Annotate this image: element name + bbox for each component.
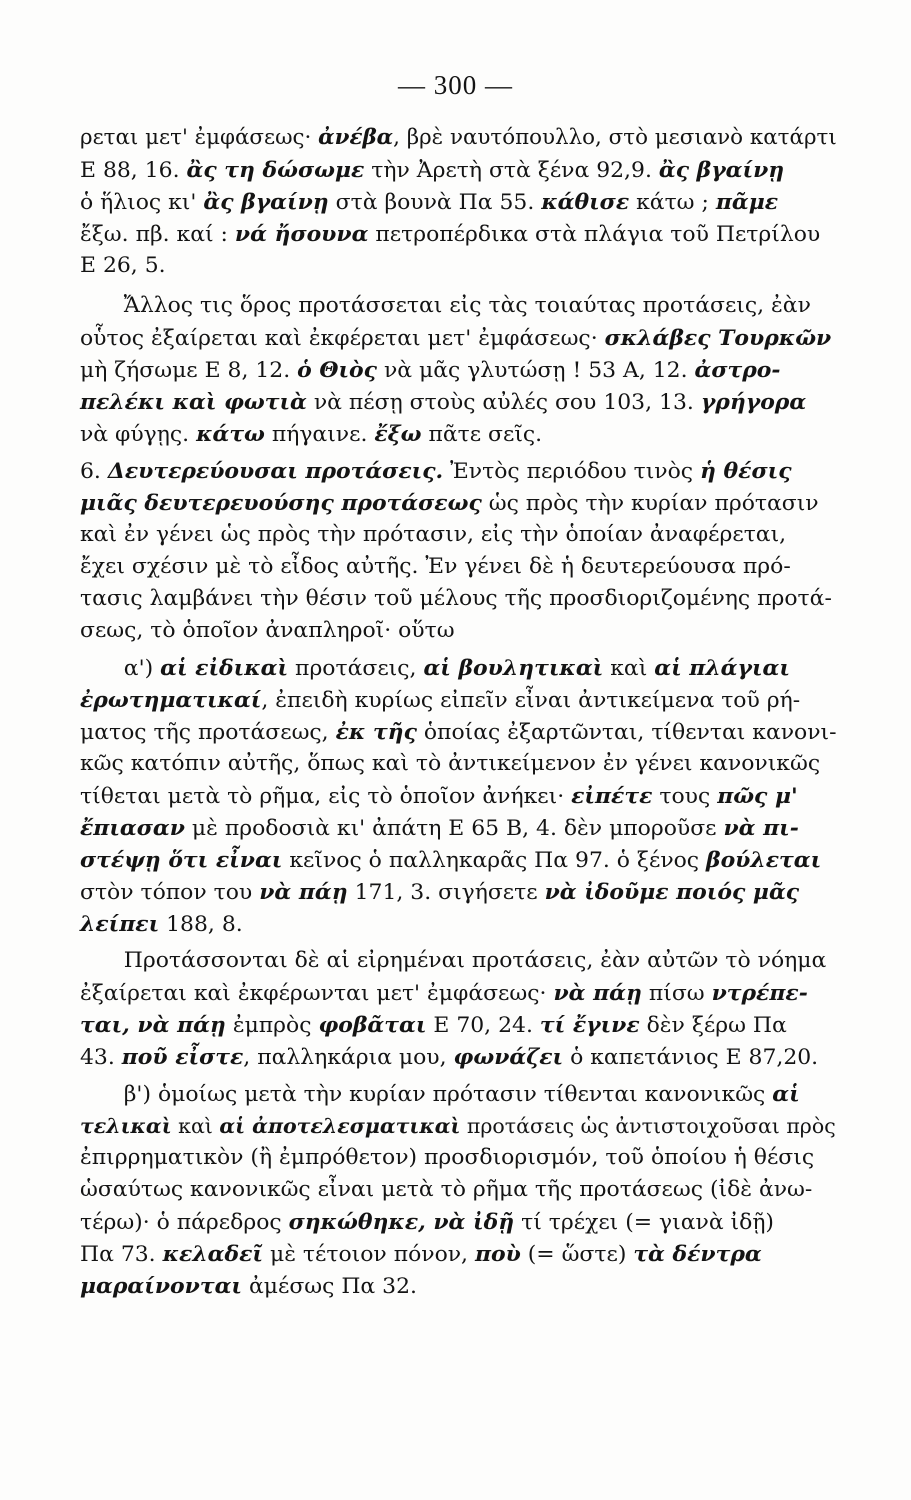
emphasized-phrase: ἂς βγαίνῃ xyxy=(203,189,329,215)
text-run: , ἐπειδὴ κυρίως εἰπεῖν εἶναι ἀντικείμενα τοῦ ρή- xyxy=(261,688,801,713)
text-run: ὁ καπετάνιος Ε 87,20. xyxy=(563,1045,819,1070)
text-line xyxy=(80,218,840,251)
text-run: 188, 8. xyxy=(159,912,243,937)
text-run: στὰ βουνὰ Πα 55. xyxy=(328,190,542,215)
text-run: μὲ προδοσιὰ κι' ἀπάτη Ε 65 Β, 4. δὲν μποροῦσε xyxy=(184,816,724,841)
emphasized-phrase: λείπει xyxy=(80,911,160,937)
emphasized-phrase: ἔξω xyxy=(374,421,422,447)
text-run: ὁ ἥλιος κι' xyxy=(80,190,204,215)
text-line xyxy=(80,250,840,282)
emphasized-phrase: τελικαὶ xyxy=(80,1114,172,1138)
emphasized-phrase: ποῦ εἶστε xyxy=(121,1044,244,1070)
text-run: ἐξαίρεται καὶ ἐκφέρωνται μετ' ἐμφάσεως· xyxy=(80,981,554,1006)
emphasized-phrase: τί ἔγινε xyxy=(539,1012,640,1038)
text-run: προτάσεις ὡς ἀντιστοιχοῦσαι πρὸς xyxy=(460,1114,836,1138)
text-run: , βρὲ ναυτόπουλλο, στὸ μεσιανὸ κατάρτι xyxy=(393,125,837,150)
text-line xyxy=(80,684,840,717)
emphasized-phrase: πᾶμε xyxy=(715,189,779,215)
text-run: ἔχει σχέσιν μὲ τὸ εἶδος αὐτῆς. Ἐν γένει δὲ ἡ δευτερεύουσα πρό- xyxy=(80,554,791,579)
emphasized-phrase: νὰ ἰδοῦμε ποιός μᾶς xyxy=(544,879,800,905)
text-run: κεῖνος ὁ παλληκαρᾶς Πα 97. ὁ ξένος xyxy=(282,848,707,873)
text-run: καὶ xyxy=(603,656,655,681)
text-line xyxy=(80,1206,840,1239)
text-run: Ε 70, 24. xyxy=(426,1013,540,1038)
text-line xyxy=(80,977,840,1010)
text-line xyxy=(80,487,840,520)
text-line xyxy=(80,186,840,219)
text-run: Ἄλλος τις ὅρος προτάσσεται εἰς τὰς τοιαύτας προτάσεις, ἐὰν xyxy=(80,293,811,318)
text-run: 6. xyxy=(80,459,108,484)
text-run: στὸν τόπον του xyxy=(80,880,260,905)
text-run: ρεται μετ' ἐμφάσεως· xyxy=(80,125,319,150)
text-run: α') xyxy=(80,656,161,681)
text-run: β') ὁμοίως μετὰ τὴν κυρίαν πρότασιν τίθενται κανονικῶς xyxy=(80,1082,773,1107)
text-line xyxy=(80,290,840,322)
emphasized-phrase: ντρέπε- xyxy=(711,980,808,1006)
text-run: Πα 73. xyxy=(80,1242,163,1267)
text-line xyxy=(80,354,840,387)
text-run: καὶ ἐν γένει ὡς πρὸς τὴν πρότασιν, εἰς τὴν ὁποίαν ἀναφέρεται, xyxy=(80,522,787,547)
text-run: 171, 3. σιγήσετε xyxy=(347,880,545,905)
text-line xyxy=(80,780,840,813)
text-run: Ἐντὸς περιόδου τινὸς xyxy=(443,459,701,484)
text-run: πᾶτε σεῖς. xyxy=(421,422,543,447)
text-run: ἐπιρρηματικὸν (ἢ ἐμπρόθετον) προσδιορισμόν, τοῦ ὁποίου ἡ θέσις xyxy=(80,1145,815,1170)
emphasized-phrase: ἐκ τῆς xyxy=(335,719,417,745)
text-line xyxy=(80,945,840,977)
text-run: νὰ φύγῃς. xyxy=(80,422,197,447)
text-line xyxy=(80,583,840,615)
text-run: τασις λαμβάνει τὴν θέσιν τοῦ μέλους τῆς προσδιοριζομένης προτά- xyxy=(80,586,832,611)
text-line xyxy=(80,748,840,780)
emphasized-phrase: νά ἤσουνα xyxy=(234,221,369,247)
emphasized-phrase: φοβᾶται xyxy=(318,1012,427,1038)
emphasized-phrase: εἰπέτε xyxy=(571,783,653,809)
emphasized-phrase: κελαδεῖ xyxy=(162,1241,264,1267)
text-line xyxy=(80,122,840,154)
emphasized-phrase: αἱ πλάγιαι xyxy=(654,655,790,681)
emphasized-phrase: ται, νὰ πάῃ xyxy=(80,1012,226,1038)
text-line xyxy=(80,1078,840,1111)
text-run: πετροπέρδικα στὰ πλάγια τοῦ Πετρίλου xyxy=(368,222,821,247)
text-run: τους xyxy=(652,784,718,809)
page-number: — 300 — xyxy=(398,70,513,100)
text-run: τὴν Ἀρετὴ στὰ ξένα 92,9. xyxy=(364,158,659,183)
text-line xyxy=(80,1110,840,1142)
text-line xyxy=(80,615,840,647)
text-line xyxy=(80,716,840,749)
emphasized-phrase: τὰ δέντρα xyxy=(633,1241,762,1267)
text-run: οὗτος ἐξαίρεται καὶ ἐκφέρεται μετ' ἐμφάσεως· xyxy=(80,326,605,351)
emphasized-phrase: στέψῃ ὅτι εἶναι xyxy=(80,847,283,873)
text-line xyxy=(80,418,840,451)
text-run: ματος τῆς προτάσεως, xyxy=(80,720,336,745)
emphasized-phrase: μιᾶς δευτερευούσης προτάσεως xyxy=(80,490,482,516)
text-run: νὰ πέσῃ στοὺς αὐλές σου 103, 13. xyxy=(306,390,701,415)
text-line xyxy=(80,908,840,941)
text-run: , παλληκάρια μου, xyxy=(243,1045,454,1070)
text-run: ἐμπρὸς xyxy=(225,1013,319,1038)
emphasized-phrase: ἔπιασαν xyxy=(80,815,185,841)
emphasized-phrase: ἐρωτηματικαί xyxy=(80,687,262,713)
text-run: πήγαινε. xyxy=(264,422,375,447)
text-line xyxy=(80,1142,840,1174)
emphasized-phrase: αἱ βουλητικαὶ xyxy=(423,655,604,681)
text-run: Ε 88, 16. xyxy=(80,158,187,183)
emphasized-phrase: σκλάβες Τουρκῶν xyxy=(604,325,832,351)
emphasized-phrase: φωνάζει xyxy=(453,1044,564,1070)
emphasized-phrase: Δευτερεύουσαι προτάσεις. xyxy=(107,458,444,484)
emphasized-phrase: ποὺ xyxy=(474,1241,521,1267)
text-line xyxy=(80,1174,840,1206)
text-run: 43. xyxy=(80,1045,122,1070)
text-line xyxy=(80,154,840,187)
text-run: Ε 26, 5. xyxy=(80,253,166,278)
emphasized-phrase: γρήγορα xyxy=(700,389,807,415)
text-line xyxy=(80,1009,840,1042)
text-line xyxy=(80,1041,840,1074)
emphasized-phrase: ὁ Θιὸς xyxy=(297,357,377,383)
emphasized-phrase: πελέκι καὶ φωτιὰ xyxy=(80,389,307,415)
emphasized-phrase: ἂς τη δώσωμε xyxy=(186,157,365,183)
text-run: τέρω)· ὁ πάρεδρος xyxy=(80,1210,289,1235)
text-run: σεως, τὸ ὁποῖον ἀναπληροῖ· οὕτω xyxy=(80,618,455,643)
emphasized-phrase: αἱ xyxy=(772,1081,800,1107)
text-line xyxy=(80,844,840,877)
emphasized-phrase: αἱ εἰδικαὶ xyxy=(160,655,289,681)
text-run: Προτάσσονται δὲ αἱ εἰρημέναι προτάσεις, ἐὰν αὐτῶν τὸ νόημα xyxy=(80,948,827,973)
text-run: μὲ τέτοιον πόνον, xyxy=(263,1242,475,1267)
text-line xyxy=(80,519,840,551)
text-line xyxy=(80,812,840,845)
text-run: κάτω ; xyxy=(629,190,716,215)
text-run: πίσω xyxy=(641,981,712,1006)
text-run: ἔξω. πβ. καί : xyxy=(80,222,235,247)
text-line xyxy=(80,455,840,488)
text-run: κῶς κατόπιν αὐτῆς, ὅπως καὶ τὸ ἀντικείμενον ἐν γένει κανονικῶς xyxy=(80,751,821,776)
emphasized-phrase: σηκώθηκε, νὰ ἰδῇ xyxy=(288,1209,515,1235)
emphasized-phrase: κάτω xyxy=(196,421,265,447)
text-run: ἀμέσως Πα 32. xyxy=(242,1274,417,1299)
text-run: (= ὥστε) xyxy=(520,1242,634,1267)
emphasized-phrase: ἡ θέσις xyxy=(700,458,792,484)
text-run: τί τρέχει (= γιανὰ ἰδῇ) xyxy=(514,1210,774,1235)
text-run: ὡσαύτως κανονικῶς εἶναι μετὰ τὸ ρῆμα τῆς προτάσεως (ἰδὲ ἀνω- xyxy=(80,1177,813,1202)
text-run: καὶ xyxy=(171,1114,220,1138)
emphasized-phrase: πῶς μ' xyxy=(717,783,798,809)
text-run: ὁποίας ἐξαρτῶνται, τίθενται κανονι- xyxy=(416,720,837,745)
emphasized-phrase: βούλεται xyxy=(706,847,822,873)
text-run: δὲν ξέρω Πα xyxy=(639,1013,787,1038)
text-run: τίθεται μετὰ τὸ ρῆμα, εἰς τὸ ὁποῖον ἀνήκει· xyxy=(80,784,572,809)
text-line xyxy=(80,1238,840,1271)
emphasized-phrase: νὰ πάῃ xyxy=(553,980,642,1006)
text-line xyxy=(80,652,840,685)
emphasized-phrase: νὰ πάῃ xyxy=(259,879,348,905)
emphasized-phrase: ἂς βγαίνῃ xyxy=(658,157,785,183)
text-run: ὡς πρὸς τὴν κυρίαν πρότασιν xyxy=(481,491,819,516)
emphasized-phrase: μαραίνονται xyxy=(80,1273,243,1299)
emphasized-phrase: αἱ ἀποτελεσματικαὶ xyxy=(219,1114,461,1138)
text-line xyxy=(80,876,840,909)
emphasized-phrase: ἀνέβα xyxy=(318,125,394,150)
emphasized-phrase: ἀστρο- xyxy=(694,357,781,383)
emphasized-phrase: νὰ πι- xyxy=(723,815,799,841)
text-line xyxy=(80,386,840,419)
text-line xyxy=(80,551,840,583)
text-line xyxy=(80,1270,840,1303)
emphasized-phrase: κάθισε xyxy=(541,189,630,215)
text-run: νὰ μᾶς γλυτώσῃ ! 53 Α, 12. xyxy=(376,358,695,383)
text-line xyxy=(80,322,840,355)
text-run: προτάσεις, xyxy=(288,656,424,681)
text-run: μὴ ζήσωμε Ε 8, 12. xyxy=(80,358,298,383)
